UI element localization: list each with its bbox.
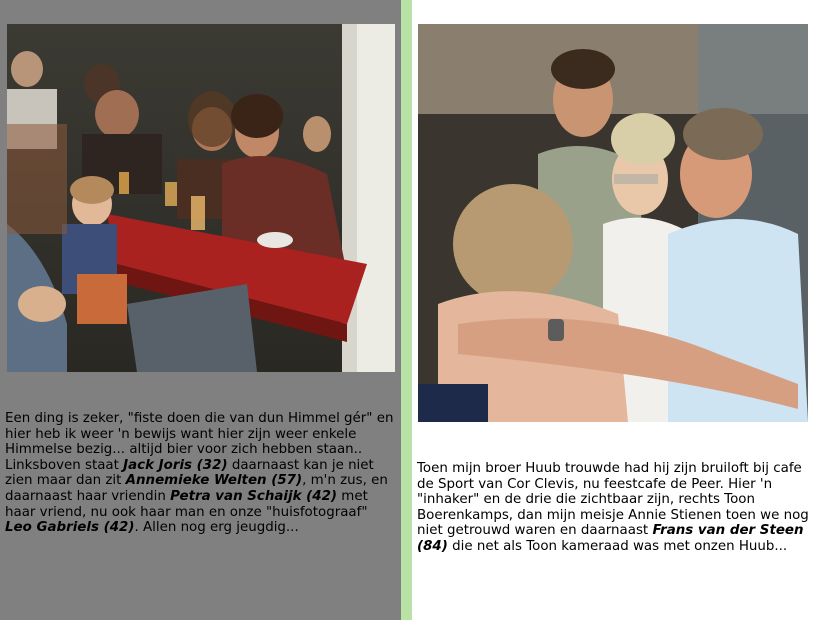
caption-text: . Allen nog erg jeugdig...	[134, 520, 299, 536]
caption-text: , m'n zus, en daarnaast haar vriendin	[5, 473, 388, 504]
caption-text: Een ding is zeker, "fiste doen die van dun Himmel gér" en hier heb ik weer 'n bewijs want hier zijn weer enkele Himmelse bezig... altijd bier voor zich hebben staan.. Linksboven staat	[5, 411, 394, 473]
column-divider	[401, 0, 412, 620]
caption-text: met haar vriend, nu ook haar man en onze "huisfotograaf"	[5, 488, 368, 520]
caption-text: Toen mijn broer Huub trouwde had hij zijn bruiloft bij cafe de Sport van Cor Clevis, nu feestcafe de Peer. Hier 'n "inhaker" en de drie die zichtbaar zijn, rechts Toon Boerenkamps, dan mijn meisje Annie Stienen toen we nog niet getrouwd waren en daarnaast	[417, 461, 809, 539]
person-name: Annemieke Welten (57)	[125, 473, 303, 489]
photo-wedding-dance-image	[418, 24, 808, 422]
person-name: Jack Joris (32)	[123, 457, 228, 473]
right-panel	[412, 0, 814, 620]
person-name: Petra van Schaijk (42)	[170, 488, 338, 504]
caption-left	[5, 411, 397, 536]
person-name: Leo Gabriels (42)	[5, 520, 135, 536]
caption-text: daarnaast kan je niet zien maar dan zit	[5, 457, 374, 489]
left-panel	[0, 0, 401, 620]
photo-cafe-group-image	[7, 24, 395, 372]
caption-right	[417, 461, 812, 555]
caption-text: die net als Toon kameraad was met onzen Huub...	[447, 538, 788, 554]
photo-wedding-dance	[418, 24, 808, 422]
photo-cafe-group	[7, 24, 395, 372]
person-name: Frans van der Steen (84)	[417, 523, 804, 554]
